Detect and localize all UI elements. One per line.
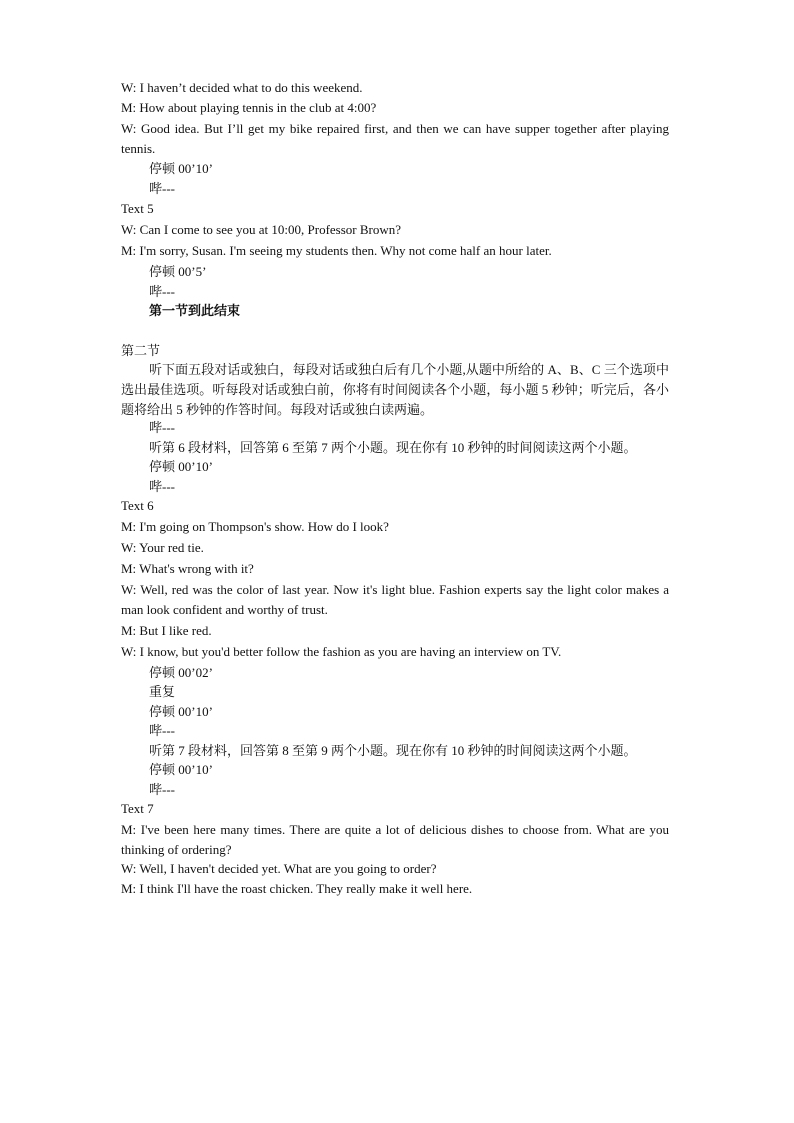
dialogue-line: M: I've been here many times. There are quite a lot of delicious dishes to choose from. What are you thinking of ordering?	[121, 822, 669, 857]
text-heading: Text 5	[121, 201, 154, 216]
dialogue-line: W: Well, red was the color of last year. Now it's light blue. Fashion experts say the light color makes a man look confident and worthy of trust.	[121, 582, 669, 617]
text-heading: Text 6	[121, 498, 154, 513]
pause-line: 停顿 00’5’	[149, 264, 207, 279]
instruction-line: 听第 6 段材料，回答第 6 至第 7 两个小题。现在你有 10 秒钟的时间阅读这两个小题。	[149, 440, 637, 455]
section-end-line: 第一节到此结束	[149, 303, 241, 318]
repeat-line: 重复	[149, 684, 176, 699]
dialogue-line: W: Your red tie.	[121, 540, 204, 555]
dialogue-line: M: I'm going on Thompson's show. How do I look?	[121, 519, 389, 534]
beep-line: 哔---	[149, 420, 175, 435]
pause-line: 停顿 00’10’	[149, 704, 213, 719]
pause-line: 停顿 00’10’	[149, 762, 213, 777]
section-heading: 第二节	[121, 343, 161, 358]
instructions-paragraph: 听下面五段对话或独白，每段对话或独白后有几个小题,从题中所给的 A、B、C 三个选项中选出最佳选项。听每段对话或独白前，你将有时间阅读各个小题，每小题 5 秒钟；听完后，各小题将给出 5 秒钟的作答时间。每段对话或独白读两遍。	[121, 362, 669, 417]
instruction-line: 听第 7 段材料，回答第 8 至第 9 两个小题。现在你有 10 秒钟的时间阅读这两个小题。	[149, 743, 637, 758]
dialogue-line: M: How about playing tennis in the club at 4:00?	[121, 100, 377, 115]
dialogue-line: M: I think I'll have the roast chicken. They really make it well here.	[121, 881, 473, 896]
dialogue-line: W: I know, but you'd better follow the fashion as you are having an interview on TV.	[121, 644, 562, 659]
text-heading: Text 7	[121, 801, 154, 816]
dialogue-line: W: I haven’t decided what to do this weekend.	[121, 80, 363, 95]
pause-line: 停顿 00’10’	[149, 459, 213, 474]
dialogue-line: M: But I like red.	[121, 623, 212, 638]
beep-line: 哔---	[149, 181, 175, 196]
dialogue-line: W: Well, I haven't decided yet. What are you going to order?	[121, 861, 437, 876]
dialogue-line: W: Good idea. But I’ll get my bike repaired first, and then we can have supper together after playing tennis.	[121, 121, 669, 156]
pause-line: 停顿 00’10’	[149, 161, 213, 176]
beep-line: 哔---	[149, 479, 175, 494]
beep-line: 哔---	[149, 284, 175, 299]
dialogue-line: W: Can I come to see you at 10:00, Professor Brown?	[121, 222, 402, 237]
dialogue-line: M: I'm sorry, Susan. I'm seeing my students then. Why not come half an hour later.	[121, 243, 552, 258]
beep-line: 哔---	[149, 782, 175, 797]
pause-line: 停顿 00’02’	[149, 665, 213, 680]
dialogue-line: M: What's wrong with it?	[121, 561, 254, 576]
beep-line: 哔---	[149, 723, 175, 738]
